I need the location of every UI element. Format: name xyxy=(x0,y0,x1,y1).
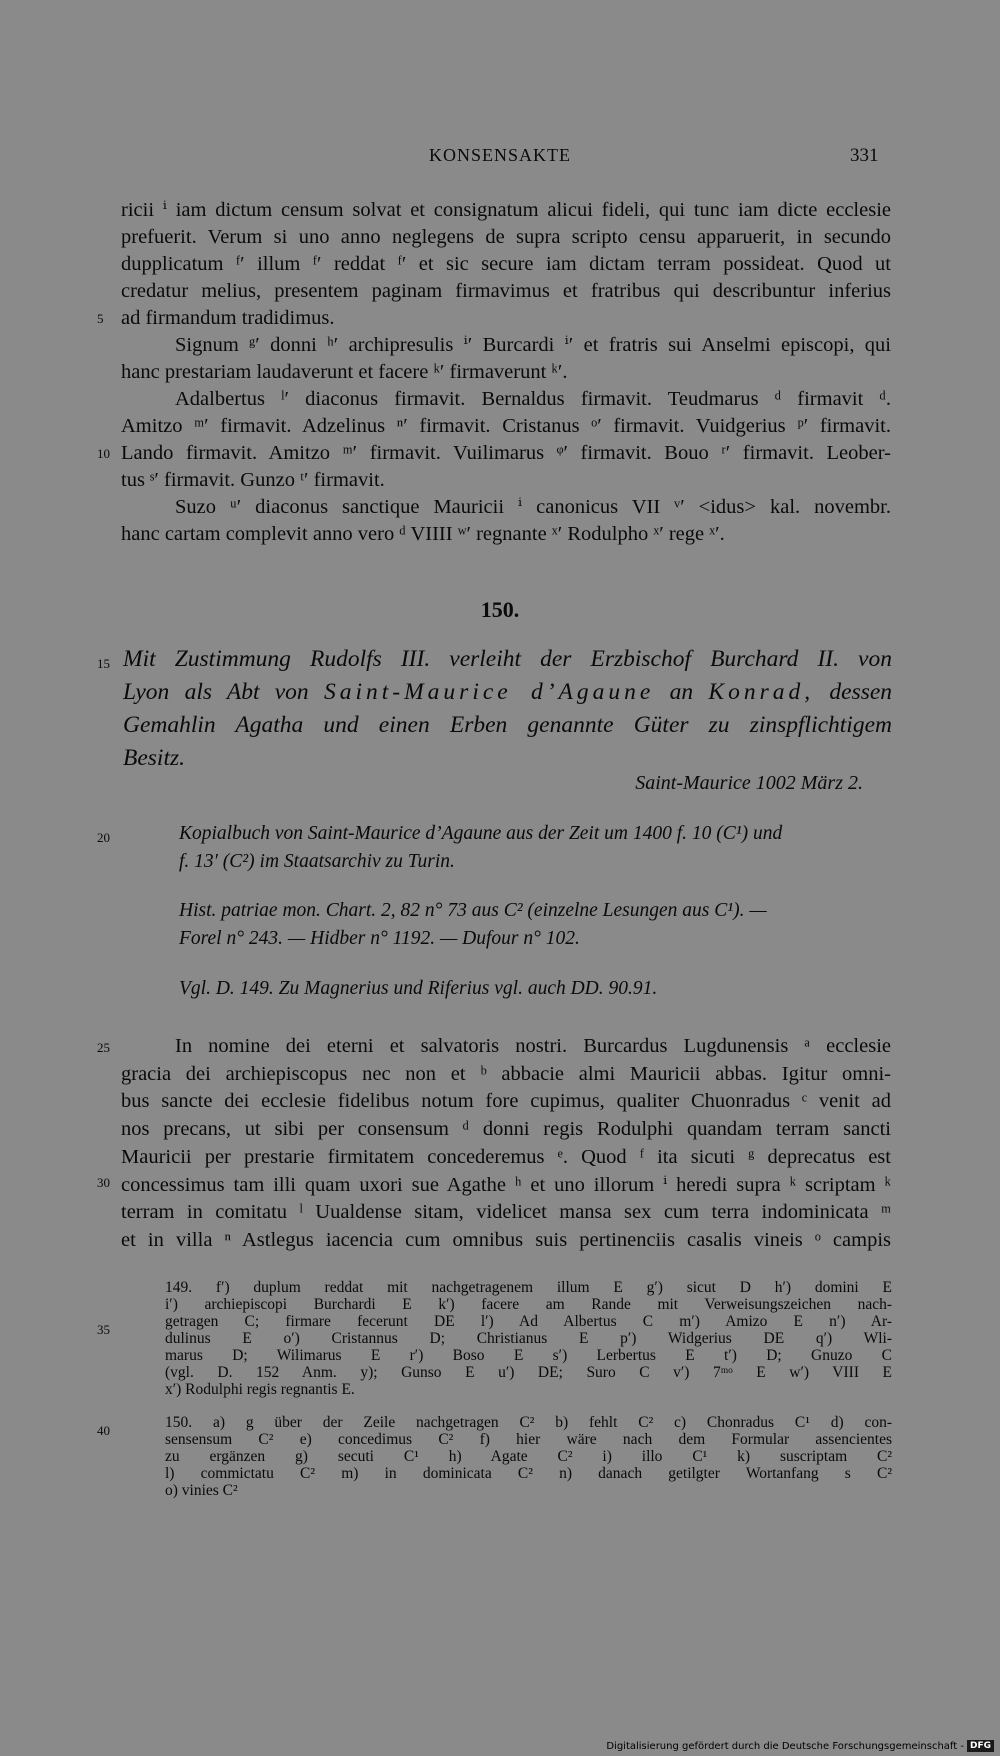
page-number: 331 xyxy=(850,145,879,166)
note-line: zu ergänzen g) secuti C¹ h) Agate C² i) illo C¹ k) suscriptam C² xyxy=(165,1448,892,1465)
line-number: 30 xyxy=(97,1175,110,1190)
regest-line: Gemahlin Agatha und einen Erben genannte Güter zu zinspflichtigem xyxy=(123,712,892,738)
text-line: terram in comitatu ˡ Uualdense sitam, videlicet mansa sex cum terra indominicata ᵐ xyxy=(121,1201,891,1224)
person-name: Konrad, xyxy=(708,679,815,705)
source-manuscript xyxy=(179,820,892,876)
apparatus-149 xyxy=(165,1279,892,1398)
note-line: x′) Rodulphi regis regnantis E. xyxy=(165,1381,355,1398)
source-line: Kopialbuch von Saint-Maurice d’Agaune aus der Zeit um 1400 f. 10 (C¹) und xyxy=(179,823,783,844)
regest-fragment: an xyxy=(669,679,694,705)
note-line: i′) archiepiscopi Burchardi E k′) facere am Rande mit Verweisungszeichen nach- xyxy=(165,1296,892,1313)
text-line: hanc prestariam laudaverunt et facere ᵏ′ firmaverunt ᵏ′. xyxy=(121,361,568,383)
line-number: 40 xyxy=(97,1423,110,1438)
note-line: marus D; Wilimarus E r′) Boso E s′) Lerbertus E t′) D; Gnuzo C xyxy=(165,1347,892,1364)
funding-text: Digitalisierung gefördert durch die Deutsche Forschungsgemeinschaft - xyxy=(606,1740,964,1752)
text-line: dupplicatum ᶠ′ illum ᶠ′ reddat ᶠ′ et sic secure iam dictam terram possideat. Quod ut xyxy=(121,253,891,275)
text-line: nos precans, ut sibi per consensum ᵈ donni regis Rodulphi quandam terram sancti xyxy=(121,1118,891,1141)
source-references xyxy=(179,975,892,1003)
line-number: 35 xyxy=(97,1322,110,1337)
line-number: 10 xyxy=(97,446,110,461)
line-number: 25 xyxy=(97,1040,110,1055)
text-line: Suzo ᵘ′ diaconus sanctique Mauricii ⁱ canonicus VII ᵛ′ <idus> kal. novembr. xyxy=(175,496,891,518)
note-line: getragen C; firmare fecerunt DE l′) Ad Albertus C m′) Amizo E n′) Ar- xyxy=(165,1313,892,1330)
note-line: 150. a) g über der Zeile nachgetragen C² b) fehlt C² c) Chonradus C¹ d) con- xyxy=(165,1414,892,1431)
text-line: Signum ᵍ′ donni ʰ′ archipresulis ⁱ′ Burcardi ⁱ′ et fratris sui Anselmi episcopi, qui xyxy=(175,334,891,356)
text-line: credatur melius, presentem paginam firmavimus et fratribus qui describuntur inferius xyxy=(121,280,891,302)
charter-149-text xyxy=(121,197,891,548)
source-line: Forel n° 243. — Hidber n° 1192. — Dufour n° 102. xyxy=(179,928,580,949)
line-number: 5 xyxy=(97,311,104,326)
text-line: gracia dei archiepiscopus nec non et ᵇ abbacie almi Mauricii abbas. Igitur omni- xyxy=(121,1062,891,1085)
note-line: dulinus E o′) Cristannus D; Christianus E p′) Widgerius DE q′) Wli- xyxy=(165,1330,892,1347)
note-line: l) commictatu C² m) in dominicata C² n) danach getilgter Wortanfang s C² xyxy=(165,1465,892,1482)
source-line: Hist. patriae mon. Chart. 2, 82 n° 73 aus C² (einzelne Lesungen aus C¹). — xyxy=(179,900,767,921)
text-line: Mauricii per prestarie firmitatem concederemus ᵉ. Quod ᶠ ita sicuti ᵍ deprecatus est xyxy=(121,1145,891,1168)
text-line: concessimus tam illi quam uxori sue Agathe ʰ et uno illorum ⁱ heredi supra ᵏ scriptam ᵏ xyxy=(121,1173,891,1196)
text-line: bus sancte dei ecclesie fidelibus notum fore cupimus, qualiter Chuonradus ᶜ venit ad xyxy=(121,1090,891,1113)
source-editions xyxy=(179,897,892,953)
line-number: 15 xyxy=(97,656,110,671)
source-line: Vgl. D. 149. Zu Magnerius und Riferius vgl. auch DD. 90.91. xyxy=(179,978,658,999)
text-line: ricii ⁱ iam dictum censum solvat et consignatum alicui fideli, qui tunc iam dicte ecclesie xyxy=(121,199,891,221)
regest-line xyxy=(123,676,892,709)
document-number: 150. xyxy=(480,597,520,622)
regest-line: Mit Zustimmung Rudolfs III. verleiht der Erzbischof Burchard II. von xyxy=(123,646,892,672)
regest-fragment: Lyon als Abt von xyxy=(123,679,309,705)
running-title: KONSENSAKTE xyxy=(428,145,571,165)
regest xyxy=(123,643,892,775)
note-line: (vgl. D. 152 Anm. y); Gunso E u′) DE; Suro C v′) 7ᵐᵒ E w′) VIII E xyxy=(165,1364,892,1381)
text-line: Lando firmavit. Amitzo ᵐ′ firmavit. Vuilimarus ᵠ′ firmavit. Bouo ʳ′ firmavit. Leober- xyxy=(121,442,891,464)
regest-fragment: dessen xyxy=(829,679,893,705)
note-line: 149. f′) duplum reddat mit nachgetragenem illum E g′) sicut D h′) domini E xyxy=(165,1279,892,1296)
text-line: prefuerit. Verum si uno anno neglegens de supra scripto censu apparuerit, in secundo xyxy=(121,226,891,248)
source-line: f. 13′ (C²) im Staatsarchiv zu Turin. xyxy=(179,851,455,872)
text-line: tus ˢ′ firmavit. Gunzo ᵗ′ firmavit. xyxy=(121,469,385,491)
place-name: Saint-Maurice d’Agaune xyxy=(323,679,655,705)
dating-line: Saint-Maurice 1002 März 2. xyxy=(635,772,863,794)
text-line: ad firmandum tradidimus. xyxy=(121,307,335,329)
text-line: Amitzo ᵐ′ firmavit. Adzelinus ⁿ′ firmavit. Cristanus ᵒ′ firmavit. Vuidgerius ᵖ′ firmavit. xyxy=(121,415,891,437)
note-line: o) vinies C² xyxy=(165,1482,238,1499)
text-line: In nomine dei eterni et salvatoris nostri. Burcardus Lugdunensis ᵃ ecclesie xyxy=(175,1035,891,1057)
text-line: Adalbertus ˡ′ diaconus firmavit. Bernaldus firmavit. Teudmarus ᵈ firmavit ᵈ. xyxy=(175,388,891,410)
dfg-logo: DFG xyxy=(967,1740,994,1752)
text-line: et in villa ⁿ Astlegus iacencia cum omnibus suis pertinenciis casalis vineis ᵒ campis xyxy=(121,1228,891,1251)
line-number: 20 xyxy=(97,830,110,845)
footer xyxy=(606,1740,994,1752)
charter-150-text xyxy=(121,1033,891,1255)
regest-line: Besitz. xyxy=(123,745,186,771)
text-line: hanc cartam complevit anno vero ᵈ VIIII ʷ′ regnante ˣ′ Rodulpho ˣ′ rege ˣ′. xyxy=(121,523,725,545)
note-line: sensensum C² e) concedimus C² f) hier wäre nach dem Formular assencientes xyxy=(165,1431,892,1448)
apparatus-150 xyxy=(165,1414,892,1499)
